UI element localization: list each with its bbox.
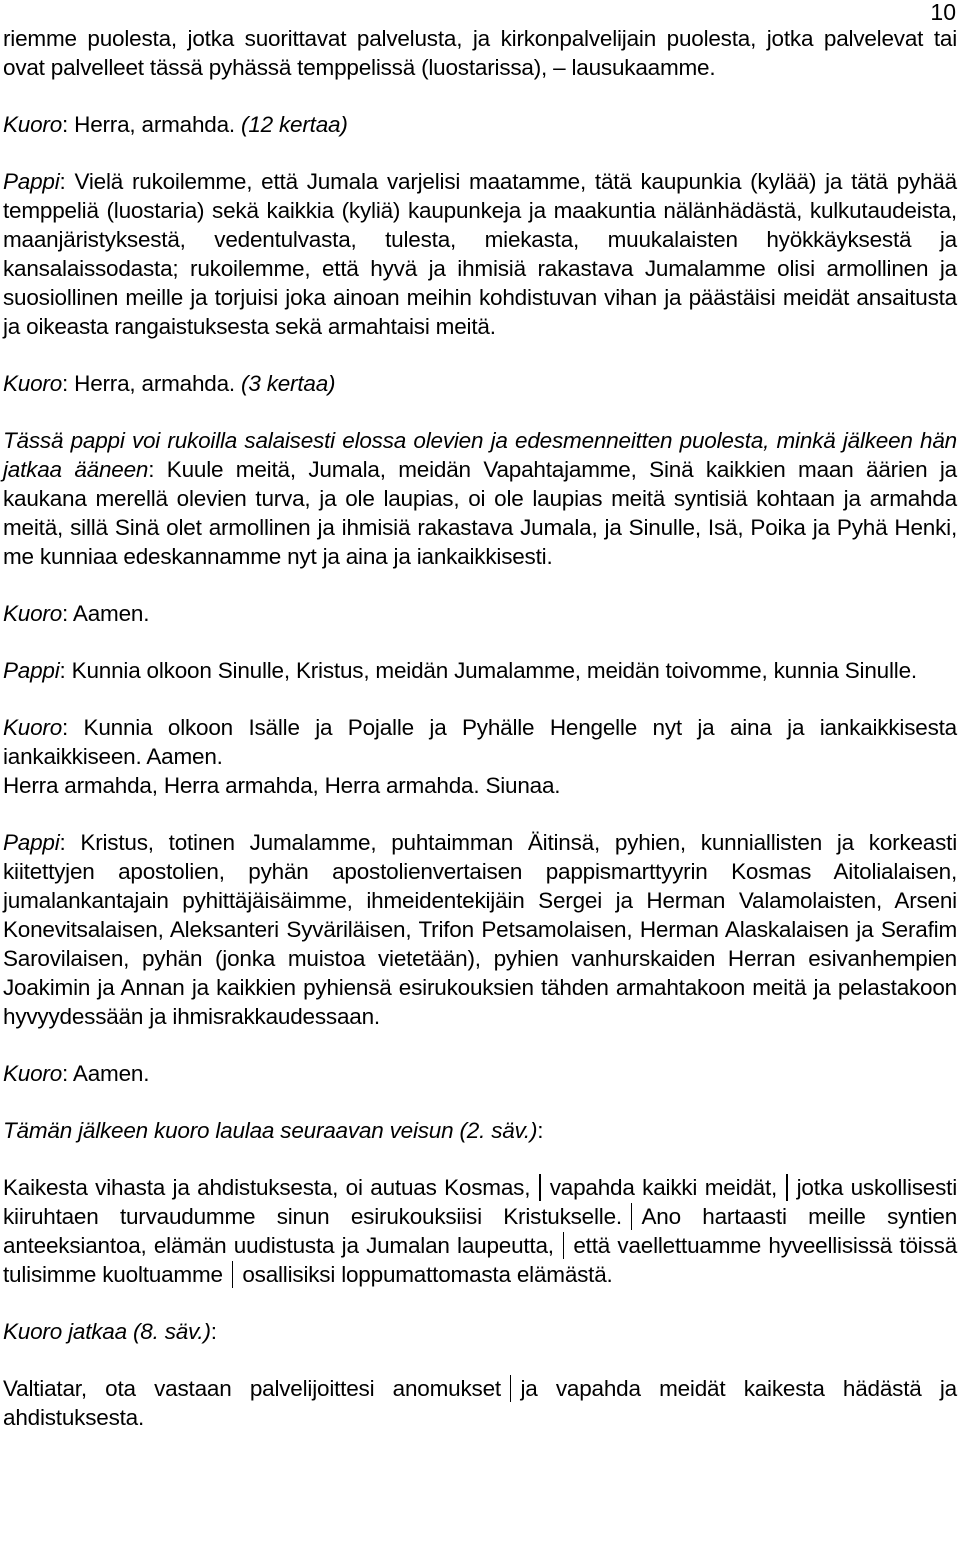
- hymn-segment: Valtiatar, ota vastaan palvelijoittesi anomukset: [3, 1376, 501, 1401]
- hymn-segment: ja vapahda meidät kaikesta hädästä ja ahdistuksesta.: [3, 1376, 957, 1430]
- paragraph-rubric-continue: [3, 1317, 957, 1346]
- page-number: 10: [930, 0, 956, 25]
- paragraph-rubric-hymn: [3, 1116, 957, 1145]
- paragraph-line: Herra armahda, Herra armahda, Herra armahda. Siunaa.: [3, 773, 561, 798]
- hymn-segment: vapahda kaikki meidät,: [549, 1175, 778, 1200]
- paragraph-text: : Vielä rukoilemme, että Jumala varjelisi maatamme, tätä kaupunkia (kylää) ja tätä pyhää temppeliä (luostaria) sekä kaikkia (kyliä) kaupunkeja ja maakuntia nälänhädästä, kulkutaudeista, maanjäristyksestä, vedentulvasta, tulesta, miekasta, muukalaisten hyökkäyksestä ja kansalaissodasta; rukoilemme, että hyvä ja ihmisiä rakastava Jumalamme olisi armollinen ja suosiollinen meille ja torjuisi joka ainoan meihin kohdistuvan vihan ja päästäisi meidät ansaitusta ja oikeasta rangaistuksesta sekä armahtaisi meitä.: [3, 169, 957, 339]
- hymn-segment: että vaellettuamme hyveellisissä töissä tulisimme kuoltuamme: [3, 1233, 958, 1287]
- paragraph-text: : Kuule meitä, Jumala, meidän Vapahtajamme, Sinä kaikkien maan äärien ja kaukana merellä olevien turva, ja ole laupias, oi ole laupias meitä syntisiä kohtaan ja armahda meitä, sillä Sinä olet armollinen ja ihmisiä rakastava Jumala, ja Sinulle, Isä, Poika ja Pyhä Henki, me kunniaa edeskannamme nyt ja aina ja iankaikkisesti.: [3, 457, 957, 569]
- paragraph-priest-prayer: [3, 167, 957, 341]
- speaker-role: Kuoro: [3, 1061, 63, 1086]
- hymn-segment: jotka uskollisesti kiiruhtaen turvaudumme sinun esirukouksiisi Kristukselle.: [3, 1175, 958, 1229]
- verse-divider: [539, 1174, 541, 1201]
- paragraph-hymn-theotokos: [3, 1374, 957, 1432]
- rubric: Kuoro jatkaa (8. säv.): [3, 1319, 211, 1344]
- paragraph-hymn-kosmas: [3, 1173, 957, 1289]
- repeat-note: (12 kertaa): [241, 112, 348, 137]
- paragraph-priest-glory: [3, 656, 957, 685]
- speaker-role: Kuoro: [3, 371, 63, 396]
- speaker-role: Pappi: [3, 830, 60, 855]
- rubric: Tässä pappi voi rukoilla salaisesti elossa olevien ja edesmenneitten puolesta, minkä jälkeen hän jatkaa ääneen: [3, 428, 957, 482]
- repeat-note: (3 kertaa): [241, 371, 336, 396]
- speaker-role: Pappi: [3, 169, 60, 194]
- paragraph-choir-glory: [3, 713, 957, 800]
- paragraph-silent-prayer: [3, 426, 957, 571]
- paragraph-text: : Aamen.: [62, 601, 150, 626]
- paragraph-text: : Herra, armahda.: [62, 371, 242, 396]
- verse-divider: [563, 1232, 565, 1259]
- paragraph-intercession-end: [3, 24, 957, 82]
- paragraph-choir-amen-1: [3, 599, 957, 628]
- speaker-role: Pappi: [3, 658, 60, 683]
- speaker-role: Kuoro: [3, 715, 63, 740]
- paragraph-text: : Kunnia olkoon Isälle ja Pojalle ja Pyhälle Hengelle nyt ja aina ja iankaikkisesta iankaikkiseen. Aamen.: [3, 715, 957, 769]
- verse-divider: [232, 1261, 234, 1288]
- speaker-role: Kuoro: [3, 112, 63, 137]
- speaker-role: Kuoro: [3, 601, 63, 626]
- paragraph-choir-response-12: [3, 110, 957, 139]
- paragraph-text: : Aamen.: [62, 1061, 150, 1086]
- paragraph-text: :: [210, 1319, 217, 1344]
- verse-divider: [786, 1174, 788, 1201]
- paragraph-choir-amen-2: [3, 1059, 957, 1088]
- paragraph-priest-dismissal: [3, 828, 957, 1031]
- hymn-segment: osallisiksi loppumattomasta elämästä.: [242, 1262, 613, 1287]
- hymn-segment: Kaikesta vihasta ja ahdistuksesta, oi autuas Kosmas,: [3, 1175, 531, 1200]
- document-body: [3, 24, 957, 1432]
- rubric: Tämän jälkeen kuoro laulaa seuraavan veisun (2. säv.): [3, 1118, 538, 1143]
- paragraph-text: riemme puolesta, jotka suorittavat palvelusta, ja kirkonpalvelijain puolesta, jotka palvelevat tai ovat palvelleet tässä pyhässä temppelissä (luostarissa), – lausukaamme.: [3, 26, 957, 80]
- paragraph-text: : Herra, armahda.: [62, 112, 242, 137]
- hymn-segment: Ano hartaasti meille syntien anteeksiantoa, elämän uudistusta ja Jumalan laupeutta,: [3, 1204, 958, 1258]
- paragraph-text: : Kunnia olkoon Sinulle, Kristus, meidän Jumalamme, meidän toivomme, kunnia Sinulle.: [59, 658, 917, 683]
- paragraph-choir-response-3: [3, 369, 957, 398]
- paragraph-text: :: [537, 1118, 544, 1143]
- paragraph-text: : Kristus, totinen Jumalamme, puhtaimman Äitinsä, pyhien, kunniallisten ja korkeasti kiitettyjen apostolien, pyhän apostolienvertaisen pappismarttyyrin Kosmas Aitolialaisen, jumalankantajain pyhittäjäisäimme, ihmeidentekijäin Sergei ja Herman Valamolaisten, Arseni Konevitsalaisen, Aleksanteri Syväriläisen, Trifon Petsamolaisen, Herman Alaskalaisen ja Serafim Sarovilaisen, pyhän (jonka muistoa vietetään), pyhien vanhurskaiden Herran esivanhempien Joakimin ja Annan ja kaikkien pyhiensä esirukouksien tähden armahtakoon meitä ja pelastakoon hyvyydessään ja ihmisrakkaudessaan.: [3, 830, 957, 1029]
- verse-divider: [510, 1375, 512, 1402]
- verse-divider: [631, 1203, 633, 1230]
